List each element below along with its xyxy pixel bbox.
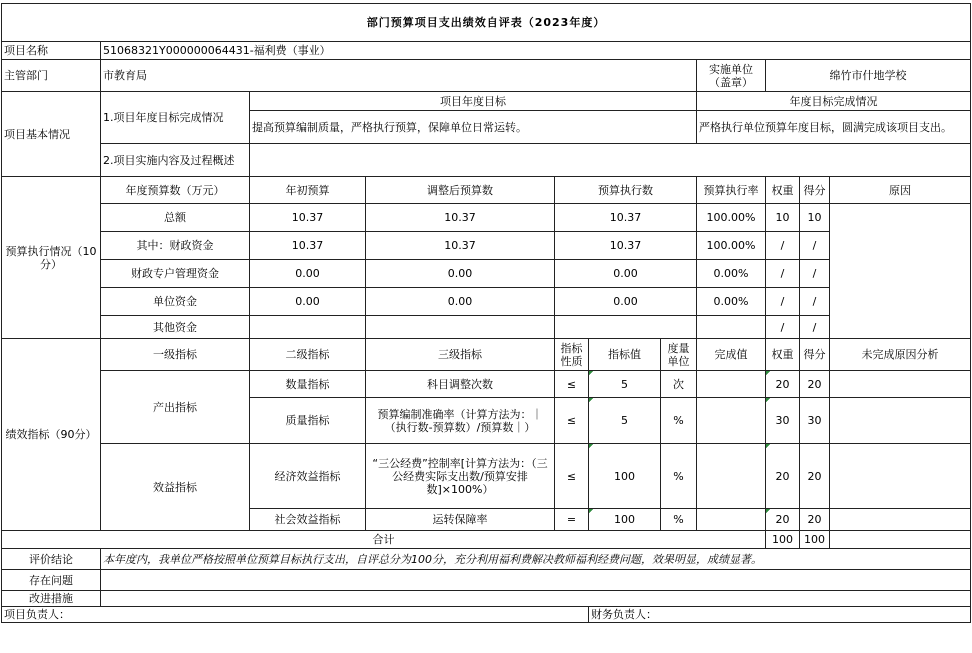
budget-row-rate [697,316,766,339]
perf-nature: ≤ [555,444,589,509]
perf-header-actual: 完成值 [697,339,766,371]
budget-row-score: 10 [800,204,830,232]
budget-row-initial [250,316,366,339]
budget-row-weight: / [766,316,800,339]
performance-section-label: 绩效指标（90分） [2,339,101,531]
perf-weight: 20 [766,371,800,398]
perf-unit: % [661,509,697,531]
perf-weight: 30 [766,398,800,444]
budget-row-adjusted: 10.37 [366,204,555,232]
perf-reason [830,398,971,444]
perf-header-value: 指标值 [589,339,661,371]
budget-header-reason: 原因 [830,177,971,204]
budget-header-annual: 年度预算数（万元） [101,177,250,204]
improvement-text [101,591,971,607]
project-name-value: 51068321Y000000064431-福利费（事业） [101,42,971,60]
conclusion-text: 本年度内，我单位严格按照单位预算目标执行支出，自评总分为100分，充分利用福利费解决教师福利经费问题，效果明显，成绩显著。 [101,549,971,570]
budget-header-adjusted: 调整后预算数 [366,177,555,204]
impl-unit-value: 绵竹市什地学校 [766,60,971,92]
perf-level3: 预算编制准确率（计算方法为：｜（执行数-预算数）/预算数｜） [366,398,555,444]
budget-row-weight: 10 [766,204,800,232]
perf-value: 100 [589,444,661,509]
project-name-label: 项目名称 [2,42,101,60]
budget-row-rate: 0.00% [697,288,766,316]
goal-header: 项目年度目标 [250,92,697,111]
budget-row-score: / [800,232,830,260]
perf-unit: 次 [661,371,697,398]
basic-info-label: 项目基本情况 [2,92,101,177]
perf-score: 20 [800,509,830,531]
perf-actual [697,398,766,444]
budget-row-weight: / [766,232,800,260]
budget-row-adjusted: 0.00 [366,260,555,288]
perf-nature: ≤ [555,371,589,398]
perf-reason [830,371,971,398]
perf-header-nature: 指标性质 [555,339,589,371]
budget-row-executed: 0.00 [555,288,697,316]
perf-header-level2: 二级指标 [250,339,366,371]
budget-row-score: / [800,316,830,339]
perf-actual [697,371,766,398]
total-weight: 100 [766,531,800,549]
dept-value: 市教育局 [101,60,697,92]
completion-header: 年度目标完成情况 [697,92,971,111]
perf-score: 30 [800,398,830,444]
budget-row-name: 其中：财政资金 [101,232,250,260]
completion-text: 严格执行单位预算年度目标，圆满完成该项目支出。 [697,111,971,144]
implementation-label: 2.项目实施内容及过程概述 [101,144,250,177]
improvement-label: 改进措施 [2,591,101,607]
perf-value: 5 [589,398,661,444]
budget-row-score: / [800,288,830,316]
perf-header-level3: 三级指标 [366,339,555,371]
perf-value: 100 [589,509,661,531]
benefit-indicator-label: 效益指标 [101,444,250,531]
perf-header-reason: 未完成原因分析 [830,339,971,371]
perf-reason [830,509,971,531]
budget-row-executed: 0.00 [555,260,697,288]
implementation-text [250,144,971,177]
budget-row-name: 财政专户管理资金 [101,260,250,288]
page-title: 部门预算项目支出绩效自评表（2023年度） [2,4,971,42]
budget-row-rate: 100.00% [697,204,766,232]
perf-level2: 质量指标 [250,398,366,444]
perf-header-score: 得分 [800,339,830,371]
evaluation-table [1,3,971,623]
budget-row-executed: 10.37 [555,204,697,232]
perf-level2: 社会效益指标 [250,509,366,531]
perf-unit: % [661,444,697,509]
budget-row-name: 总额 [101,204,250,232]
output-indicator-label: 产出指标 [101,371,250,444]
perf-score: 20 [800,371,830,398]
budget-header-weight: 权重 [766,177,800,204]
perf-value: 5 [589,371,661,398]
perf-level2: 经济效益指标 [250,444,366,509]
budget-row-initial: 0.00 [250,288,366,316]
issues-label: 存在问题 [2,570,101,591]
budget-row-name: 单位资金 [101,288,250,316]
budget-row-rate: 0.00% [697,260,766,288]
perf-weight: 20 [766,509,800,531]
project-lead-label: 项目负责人： [2,607,589,623]
perf-header-weight: 权重 [766,339,800,371]
budget-row-rate: 100.00% [697,232,766,260]
perf-level3: 科目调整次数 [366,371,555,398]
perf-header-unit: 度量单位 [661,339,697,371]
budget-section-label: 预算执行情况（10分） [2,177,101,339]
total-reason [830,531,971,549]
budget-row-adjusted: 0.00 [366,288,555,316]
budget-header-initial: 年初预算 [250,177,366,204]
budget-row-score: / [800,260,830,288]
budget-row-adjusted: 10.37 [366,232,555,260]
budget-row-executed [555,316,697,339]
goal-text: 提高预算编制质量，严格执行预算，保障单位日常运转。 [250,111,697,144]
perf-weight: 20 [766,444,800,509]
budget-row-executed: 10.37 [555,232,697,260]
budget-row-initial: 10.37 [250,232,366,260]
perf-nature: ≤ [555,398,589,444]
perf-actual [697,509,766,531]
budget-row-name: 其他资金 [101,316,250,339]
perf-level3: “三公经费”控制率[计算方法为：（三公经费实际支出数/预算安排数]×100%） [366,444,555,509]
perf-reason [830,444,971,509]
budget-row-weight: / [766,288,800,316]
perf-level3: 运转保障率 [366,509,555,531]
dept-label: 主管部门 [2,60,101,92]
budget-header-executed: 预算执行数 [555,177,697,204]
budget-header-score: 得分 [800,177,830,204]
perf-actual [697,444,766,509]
perf-header-level1: 一级指标 [101,339,250,371]
total-score: 100 [800,531,830,549]
impl-unit-label: 实施单位（盖章） [697,60,766,92]
perf-score: 20 [800,444,830,509]
budget-row-initial: 0.00 [250,260,366,288]
perf-nature: = [555,509,589,531]
budget-row-weight: / [766,260,800,288]
goal-completion-label: 1.项目年度目标完成情况 [101,92,250,144]
finance-lead-label: 财务负责人： [589,607,971,623]
budget-row-initial: 10.37 [250,204,366,232]
budget-header-rate: 预算执行率 [697,177,766,204]
total-label: 合计 [2,531,766,549]
perf-unit: % [661,398,697,444]
conclusion-label: 评价结论 [2,549,101,570]
perf-level2: 数量指标 [250,371,366,398]
issues-text [101,570,971,591]
budget-row-adjusted [366,316,555,339]
budget-reason-cell [830,204,971,339]
